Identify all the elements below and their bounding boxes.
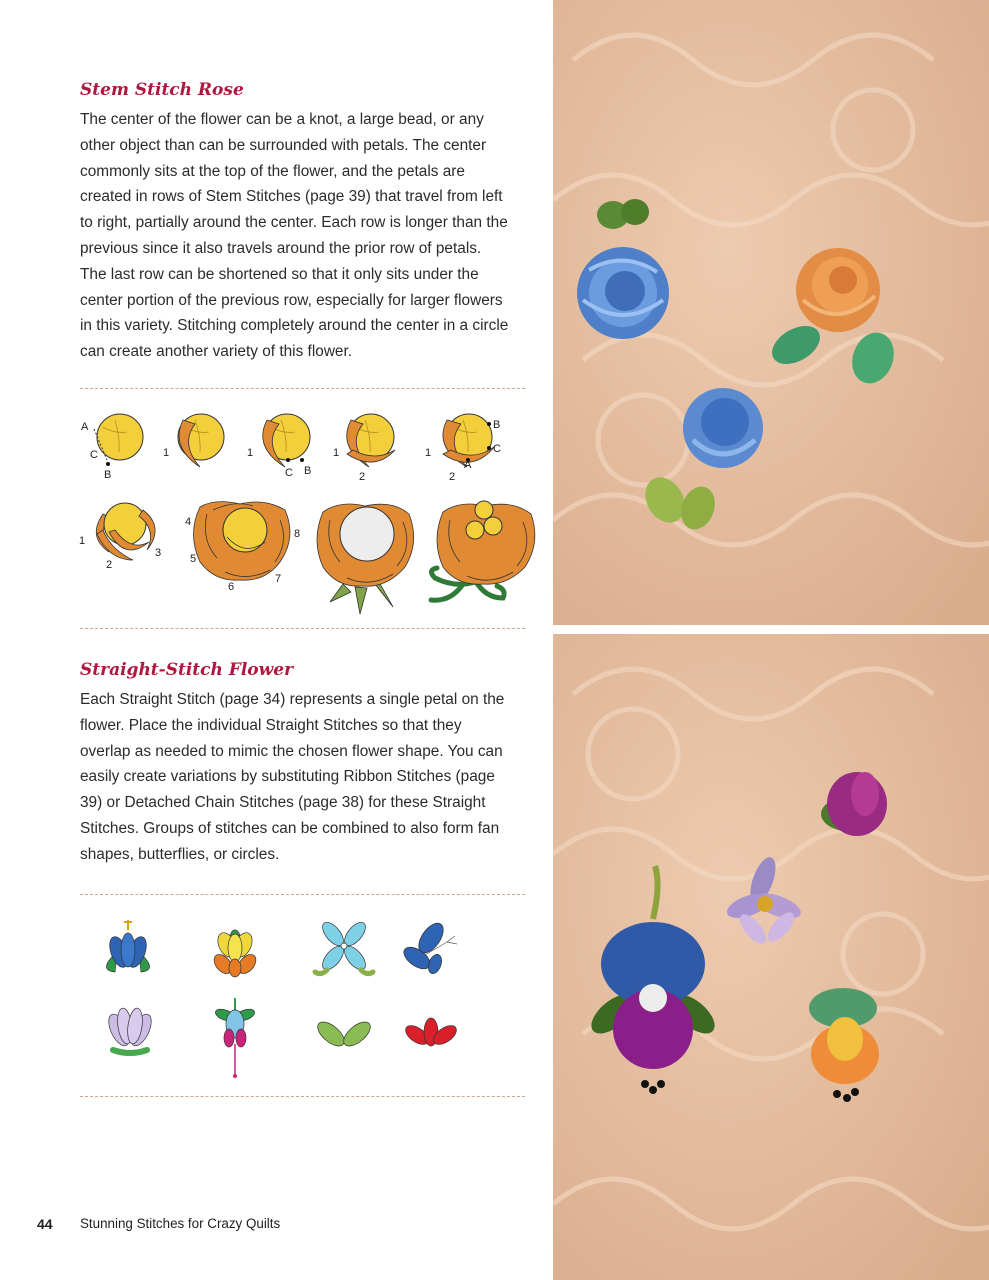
label-7: 7 [275, 573, 282, 585]
label-c: C [285, 467, 293, 479]
section-body-straight-stitch-flower: Each Straight Stitch (page 34) represents a single petal on the flower. Place the individual Straight Stitches so that they overlap as needed to mimic the chosen flower shape. You can easily create variations by substituting Ribbon Stitches (page 39) or Detached Chain Stitches (page 38) for these Straight Stitches. Groups of stitches can be combined to also form fan shapes, butterflies, or circles. [80, 691, 505, 863]
rose-step-1 [81, 414, 143, 481]
divider [80, 1096, 525, 1097]
divider [80, 388, 525, 389]
label-6: 6 [228, 581, 235, 593]
photo-stem-stitch-roses [553, 0, 989, 625]
rose-step-3 [247, 414, 311, 479]
fuchsia-flower-icon [214, 998, 256, 1078]
rose-step-4 [333, 414, 395, 483]
straight-stitch-flower-diagram [75, 910, 475, 1080]
yellow-orange-flower-icon [211, 930, 260, 977]
divider [80, 894, 525, 895]
light-blue-four-petal-flower-icon [315, 919, 373, 974]
page-number: 44 [37, 1216, 53, 1232]
stem-stitch-rose-diagram [75, 402, 540, 624]
book-title: Stunning Stitches for Crazy Quilts [80, 1216, 281, 1231]
blue-tulip-flower-icon [106, 920, 150, 972]
label-a: A [464, 459, 472, 471]
label-3: 3 [155, 547, 162, 559]
label-1: 1 [163, 447, 170, 459]
label-8: 8 [294, 528, 301, 540]
rose-step-2 [163, 414, 224, 467]
label-b: B [104, 469, 112, 481]
label-2: 2 [359, 471, 366, 483]
rose-step-7 [185, 502, 300, 593]
rose-step-6 [79, 503, 161, 571]
label-2: 2 [449, 471, 456, 483]
divider [80, 628, 525, 629]
label-b: B [493, 419, 501, 431]
butterfly-icon [400, 919, 457, 976]
section-body-stem-stitch-rose: The center of the flower can be a knot, a large bead, or any other object than can be surrounded with petals. The center commonly sits at the top of the flower, and the petals are created in rows of Stem Stitches (page 39) that travel from left to right, partially around the center. Each row is longer than the previous since it also travels around the prior row of petals. The last row can be shortened so that it only sits under the center portion of the previous row, especially for larger flowers in this variety. Stitching completely around the center in a circle can create another variety of this flower. [80, 111, 509, 361]
green-leaves-icon [314, 1018, 375, 1051]
label-1: 1 [247, 447, 254, 459]
label-1: 1 [79, 535, 86, 547]
label-c: C [493, 443, 501, 455]
label-1: 1 [425, 447, 432, 459]
label-c: C [90, 449, 98, 461]
rose-step-8 [317, 504, 414, 614]
label-b: B [304, 465, 312, 477]
label-2: 2 [106, 559, 113, 571]
section-heading-straight-stitch-flower: Straight-Stitch Flower [80, 660, 294, 680]
label-a: A [81, 421, 89, 433]
photo-straight-stitch-flowers [553, 634, 989, 1280]
label-5: 5 [190, 553, 197, 565]
label-4: 4 [185, 516, 192, 528]
rose-step-9 [431, 501, 535, 600]
rose-step-5 [425, 414, 501, 483]
label-1: 1 [333, 447, 340, 459]
red-petals-icon [402, 1018, 459, 1048]
section-heading-stem-stitch-rose: Stem Stitch Rose [80, 80, 244, 100]
lavender-tulip-flower-icon [105, 1007, 156, 1053]
